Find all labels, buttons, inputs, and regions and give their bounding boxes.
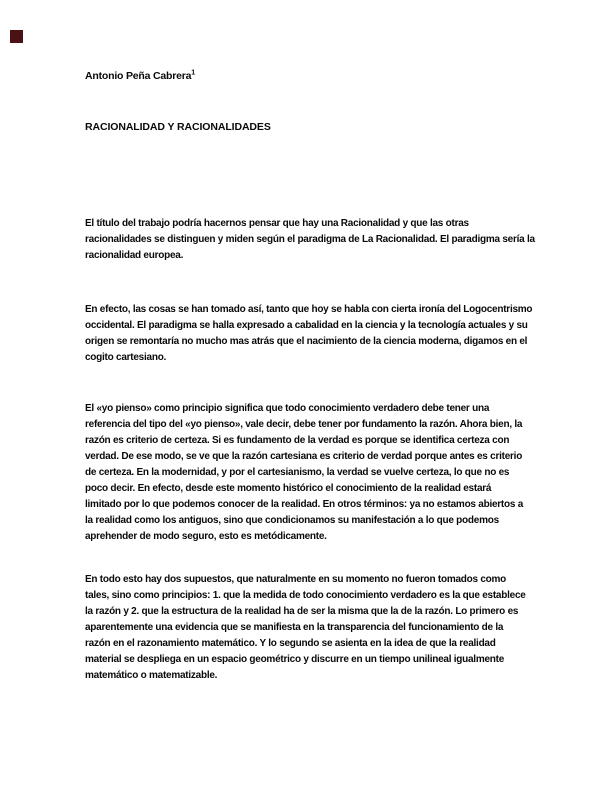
text-line: razón es criterio de certeza. Si es fundamento de la verdad es porque se identifica certeza con: [85, 435, 510, 446]
text-line: cogito cartesiano.: [85, 352, 167, 363]
text-line: tales, sino como principios: 1. que la medida de todo conocimiento verdadero es la que establece: [85, 590, 526, 601]
text-line: material se despliega en un espacio geométrico y discurre en un tiempo unilineal igualmente: [85, 654, 505, 665]
text-line: la realidad como los antiguos, sino que condicionamos su manifestación a lo que podemos: [85, 515, 499, 526]
text-line: de certeza. En la modernidad, y por el cartesianismo, la verdad se vuelve certeza, lo que no es: [85, 467, 510, 478]
paragraph: [85, 216, 545, 264]
text-line: El título del trabajo podría hacernos pensar que hay una Racionalidad y que las otras: [85, 218, 469, 229]
text-line: limitado por lo que podemos conocer de la realidad. En otros términos: ya no estamos abiertos a: [85, 499, 524, 510]
paragraph: [85, 572, 545, 684]
text-line: verdad. De ese modo, se ve que la razón cartesiana es criterio de verdad porque antes es criterio: [85, 451, 523, 462]
author-line: [85, 70, 195, 82]
paragraph: [85, 302, 545, 366]
paragraph: [85, 401, 545, 545]
text-line: origen se remontaría no mucho mas atrás que el nacimiento de la ciencia moderna, digamos en el: [85, 336, 528, 347]
author-superscript: 1: [191, 69, 195, 77]
text-line: aparentemente una evidencia que se manifiesta en la transparencia del funcionamiento de la: [85, 622, 504, 633]
text-line: poco decir. En efecto, desde este momento histórico el conocimiento de la realidad estará: [85, 483, 492, 494]
text-line: matemático o matematizable.: [85, 670, 218, 681]
document-title: RACIONALIDAD Y RACIONALIDADES: [85, 121, 271, 133]
text-line: El «yo pienso» como principio significa que todo conocimiento verdadero debe tener una: [85, 403, 490, 414]
text-line: razón en el razonamiento matemático. Y lo segundo se asienta en la idea de que la realidad: [85, 638, 496, 649]
text-line: En todo esto hay dos supuestos, que naturalmente en su momento no fueron tomados como: [85, 574, 507, 585]
text-line: occidental. El paradigma se halla expresado a cabalidad en la ciencia y la tecnología actuales y su: [85, 320, 528, 331]
annotation-square: [10, 30, 23, 43]
text-line: racionalidad europea.: [85, 250, 184, 261]
text-line: racionalidades se distinguen y miden según el paradigma de La Racionalidad. El paradigma sería la: [85, 234, 535, 245]
text-line: referencia del tipo del «yo pienso», vale decir, debe tener por fundamento la razón. Ahora bien, la: [85, 419, 523, 430]
author-name: Antonio Peña Cabrera: [85, 70, 192, 82]
text-line: En efecto, las cosas se han tomado así, tanto que hoy se habla con cierta ironía del Logocentrismo: [85, 304, 533, 315]
text-line: aprehender de modo seguro, esto es metódicamente.: [85, 531, 327, 542]
text-line: la razón y 2. que la estructura de la realidad ha de ser la misma que la de la razón. Lo primero es: [85, 606, 519, 617]
